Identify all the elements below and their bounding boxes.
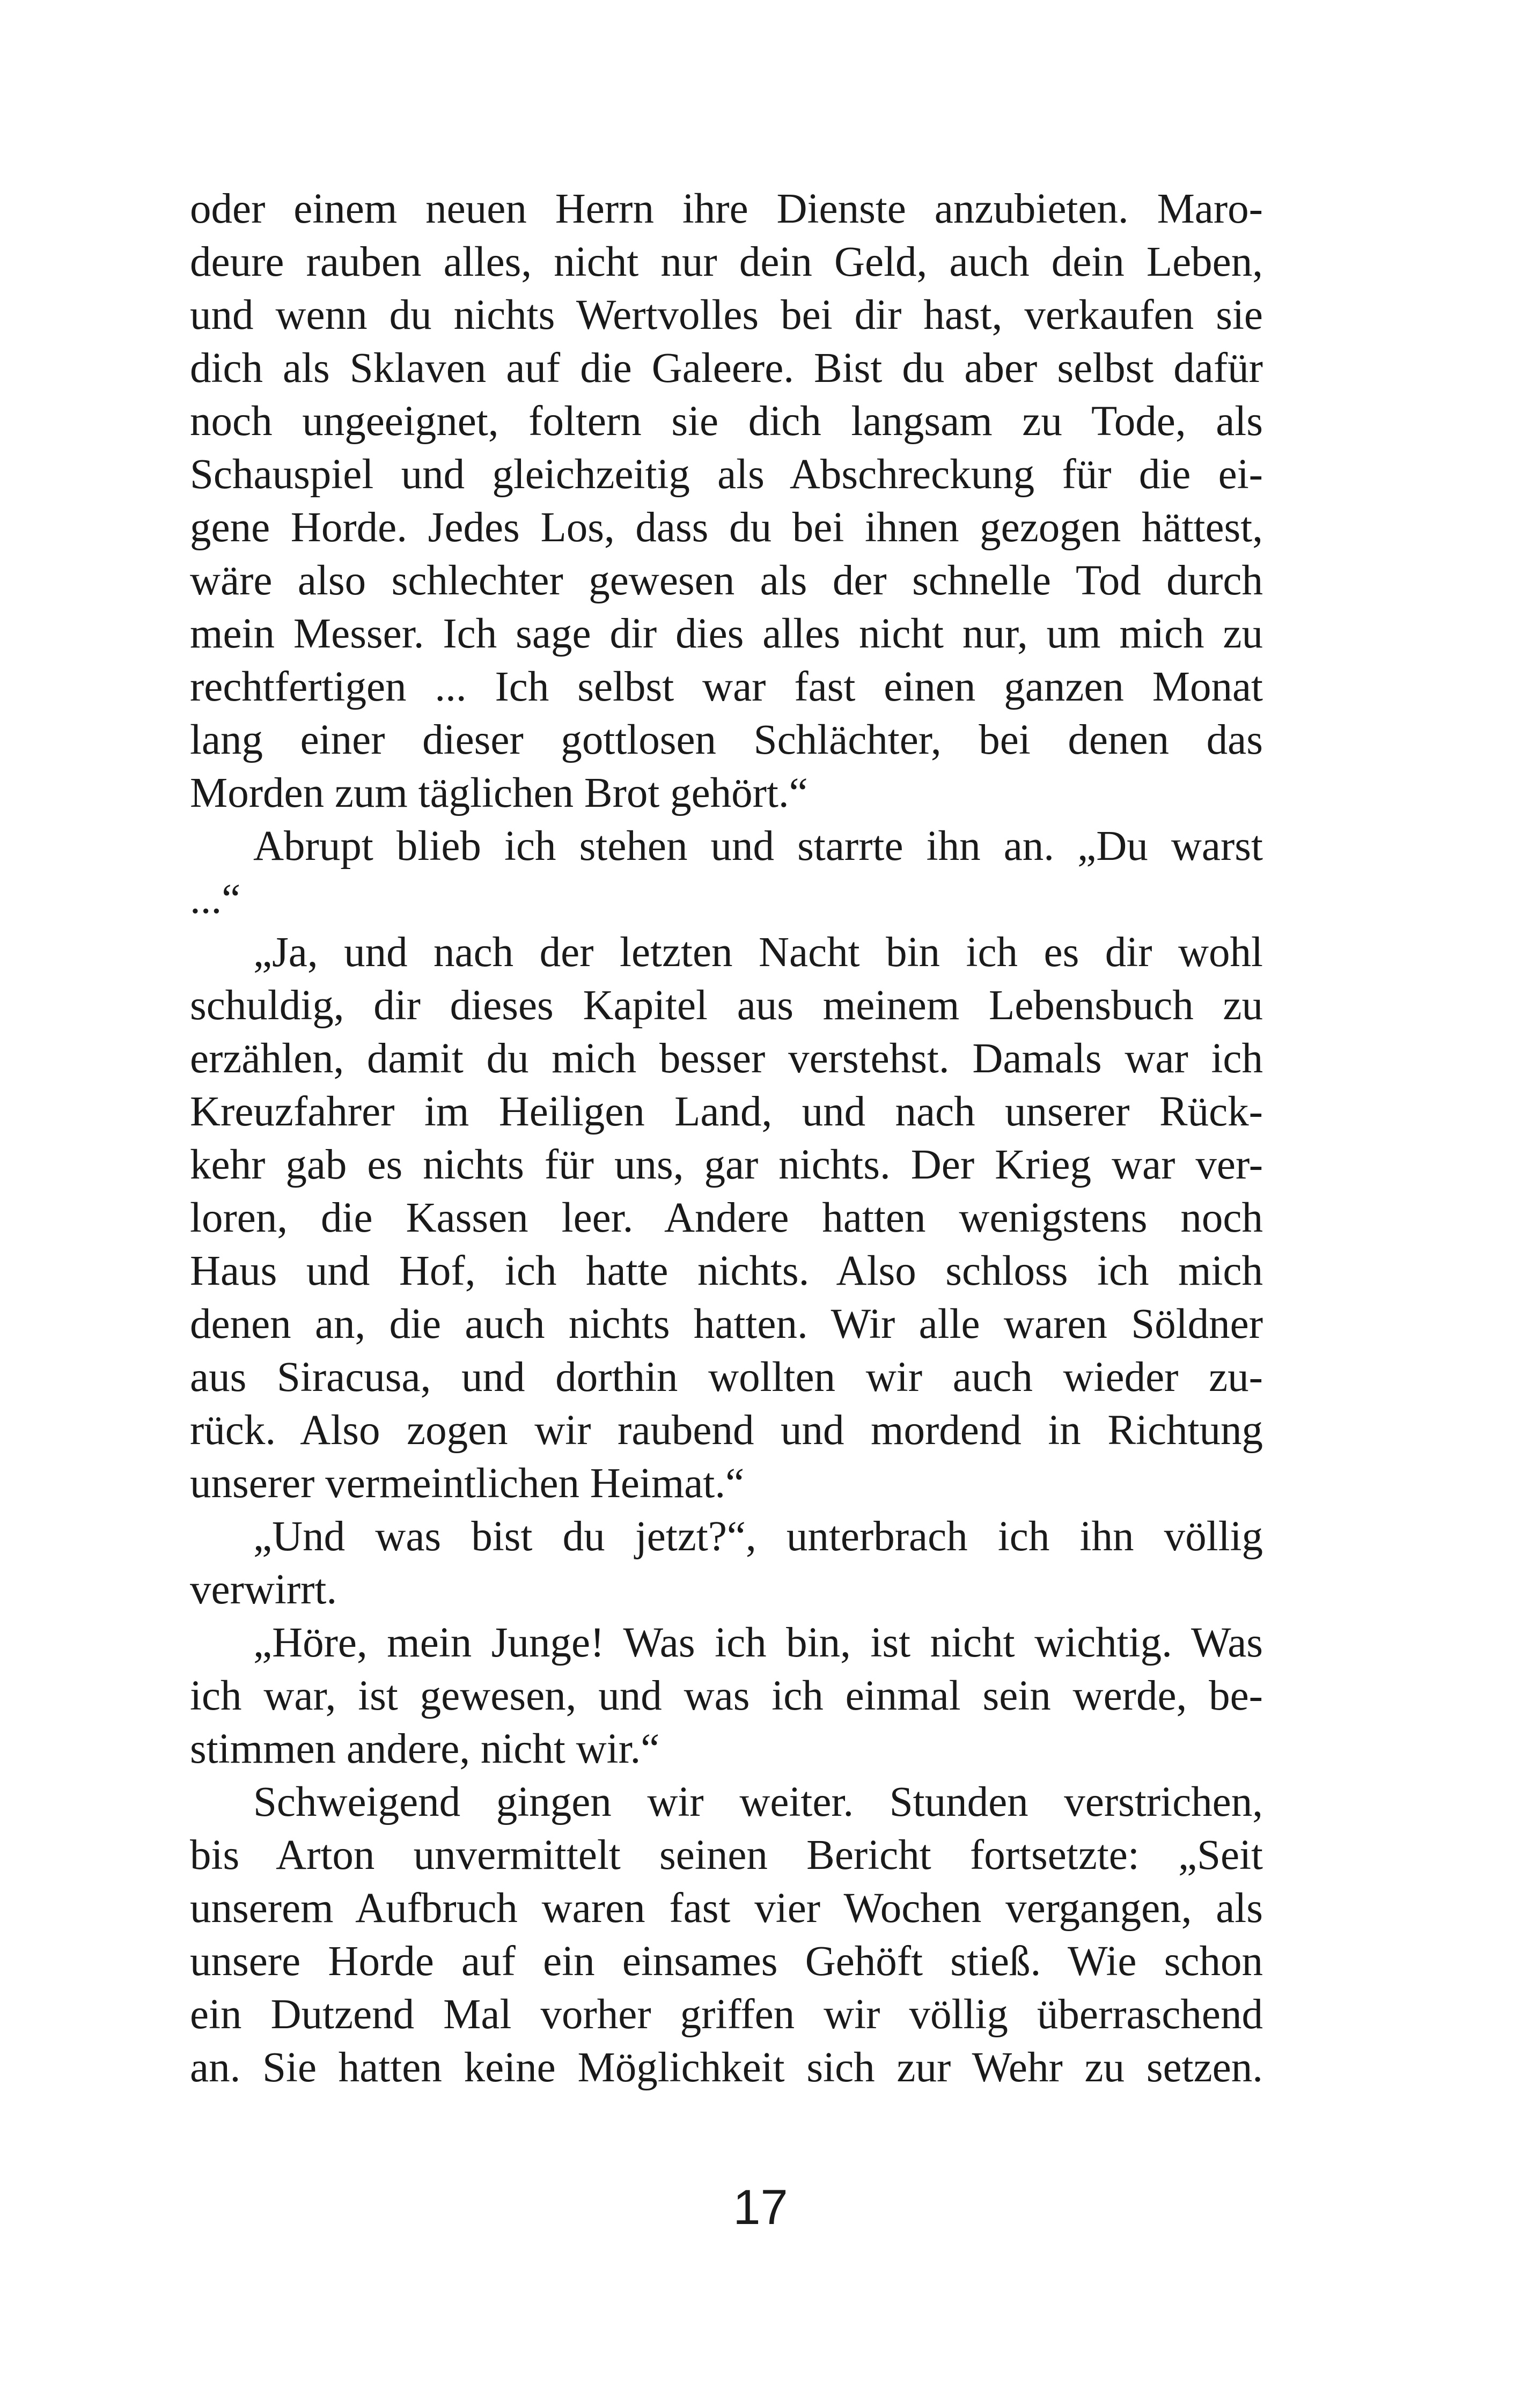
text-line: unserem Aufbruch waren fast vier Wochen vergangen, als xyxy=(190,1885,1263,1932)
text-line: noch ungeeignet, foltern sie dich langsam zu Tode, als xyxy=(190,398,1263,445)
text-line: ich war, ist gewesen, und was ich einmal sein werde, be- xyxy=(190,1673,1263,1719)
text-line: deure rauben alles, nicht nur dein Geld, auch dein Leben, xyxy=(190,239,1263,285)
text-line: denen an, die auch nichts hatten. Wir alle waren Söldner xyxy=(190,1301,1263,1347)
text-line: aus Siracusa, und dorthin wollten wir auch wieder zu- xyxy=(190,1354,1263,1401)
text-line: gene Horde. Jedes Los, dass du bei ihnen gezogen hättest, xyxy=(190,504,1263,551)
text-line: Haus und Hof, ich hatte nichts. Also schloss ich mich xyxy=(190,1248,1263,1294)
text-line: „Und was bist du jetzt?“, unterbrach ich ihn völlig xyxy=(253,1513,1263,1560)
text-line: wäre also schlechter gewesen als der schnelle Tod durch xyxy=(190,557,1263,604)
text-line: rück. Also zogen wir raubend und mordend in Richtung xyxy=(190,1407,1263,1454)
text-line: Morden zum täglichen Brot gehört.“ xyxy=(190,770,808,816)
text-line: unsere Horde auf ein einsames Gehöft stieß. Wie schon xyxy=(190,1938,1263,1985)
text-line: Kreuzfahrer im Heiligen Land, und nach unserer Rück- xyxy=(190,1088,1263,1135)
text-line: loren, die Kassen leer. Andere hatten wenigstens noch xyxy=(190,1195,1263,1241)
text-line: Schauspiel und gleichzeitig als Abschreckung für die ei- xyxy=(190,451,1263,498)
text-line: lang einer dieser gottlosen Schlächter, bei denen das xyxy=(190,717,1263,763)
text-line: ...“ xyxy=(190,876,241,923)
text-line: ein Dutzend Mal vorher griffen wir völlig überraschend xyxy=(190,1991,1263,2038)
text-line: kehr gab es nichts für uns, gar nichts. Der Krieg war ver- xyxy=(190,1142,1263,1188)
body-text xyxy=(190,182,1263,2094)
text-line: schuldig, dir dieses Kapitel aus meinem Lebensbuch zu xyxy=(190,982,1263,1029)
text-line: an. Sie hatten keine Möglichkeit sich zur Wehr zu setzen. xyxy=(190,2044,1263,2091)
text-line: bis Arton unvermittelt seinen Bericht fortsetzte: „Seit xyxy=(190,1832,1263,1879)
text-line: und wenn du nichts Wertvolles bei dir hast, verkaufen sie xyxy=(190,292,1263,338)
text-line: „Ja, und nach der letzten Nacht bin ich es dir wohl xyxy=(253,929,1263,976)
text-line: dich als Sklaven auf die Galeere. Bist du aber selbst dafür xyxy=(190,345,1263,392)
text-line: Schweigend gingen wir weiter. Stunden verstrichen, xyxy=(253,1779,1263,1825)
text-line: rechtfertigen ... Ich selbst war fast einen ganzen Monat xyxy=(190,664,1263,710)
page-number: 17 xyxy=(733,2180,788,2235)
text-line: oder einem neuen Herrn ihre Dienste anzubieten. Maro- xyxy=(190,186,1263,232)
text-line: verwirrt. xyxy=(190,1566,337,1613)
text-line: Abrupt blieb ich stehen und starrte ihn an. „Du warst xyxy=(253,823,1263,870)
text-line: stimmen andere, nicht wir.“ xyxy=(190,1726,660,1772)
text-line: „Höre, mein Junge! Was ich bin, ist nicht wichtig. Was xyxy=(253,1619,1263,1666)
text-line: erzählen, damit du mich besser verstehst. Damals war ich xyxy=(190,1035,1263,1082)
text-line: mein Messer. Ich sage dir dies alles nicht nur, um mich zu xyxy=(190,610,1263,657)
text-line: unserer vermeintlichen Heimat.“ xyxy=(190,1460,745,1507)
